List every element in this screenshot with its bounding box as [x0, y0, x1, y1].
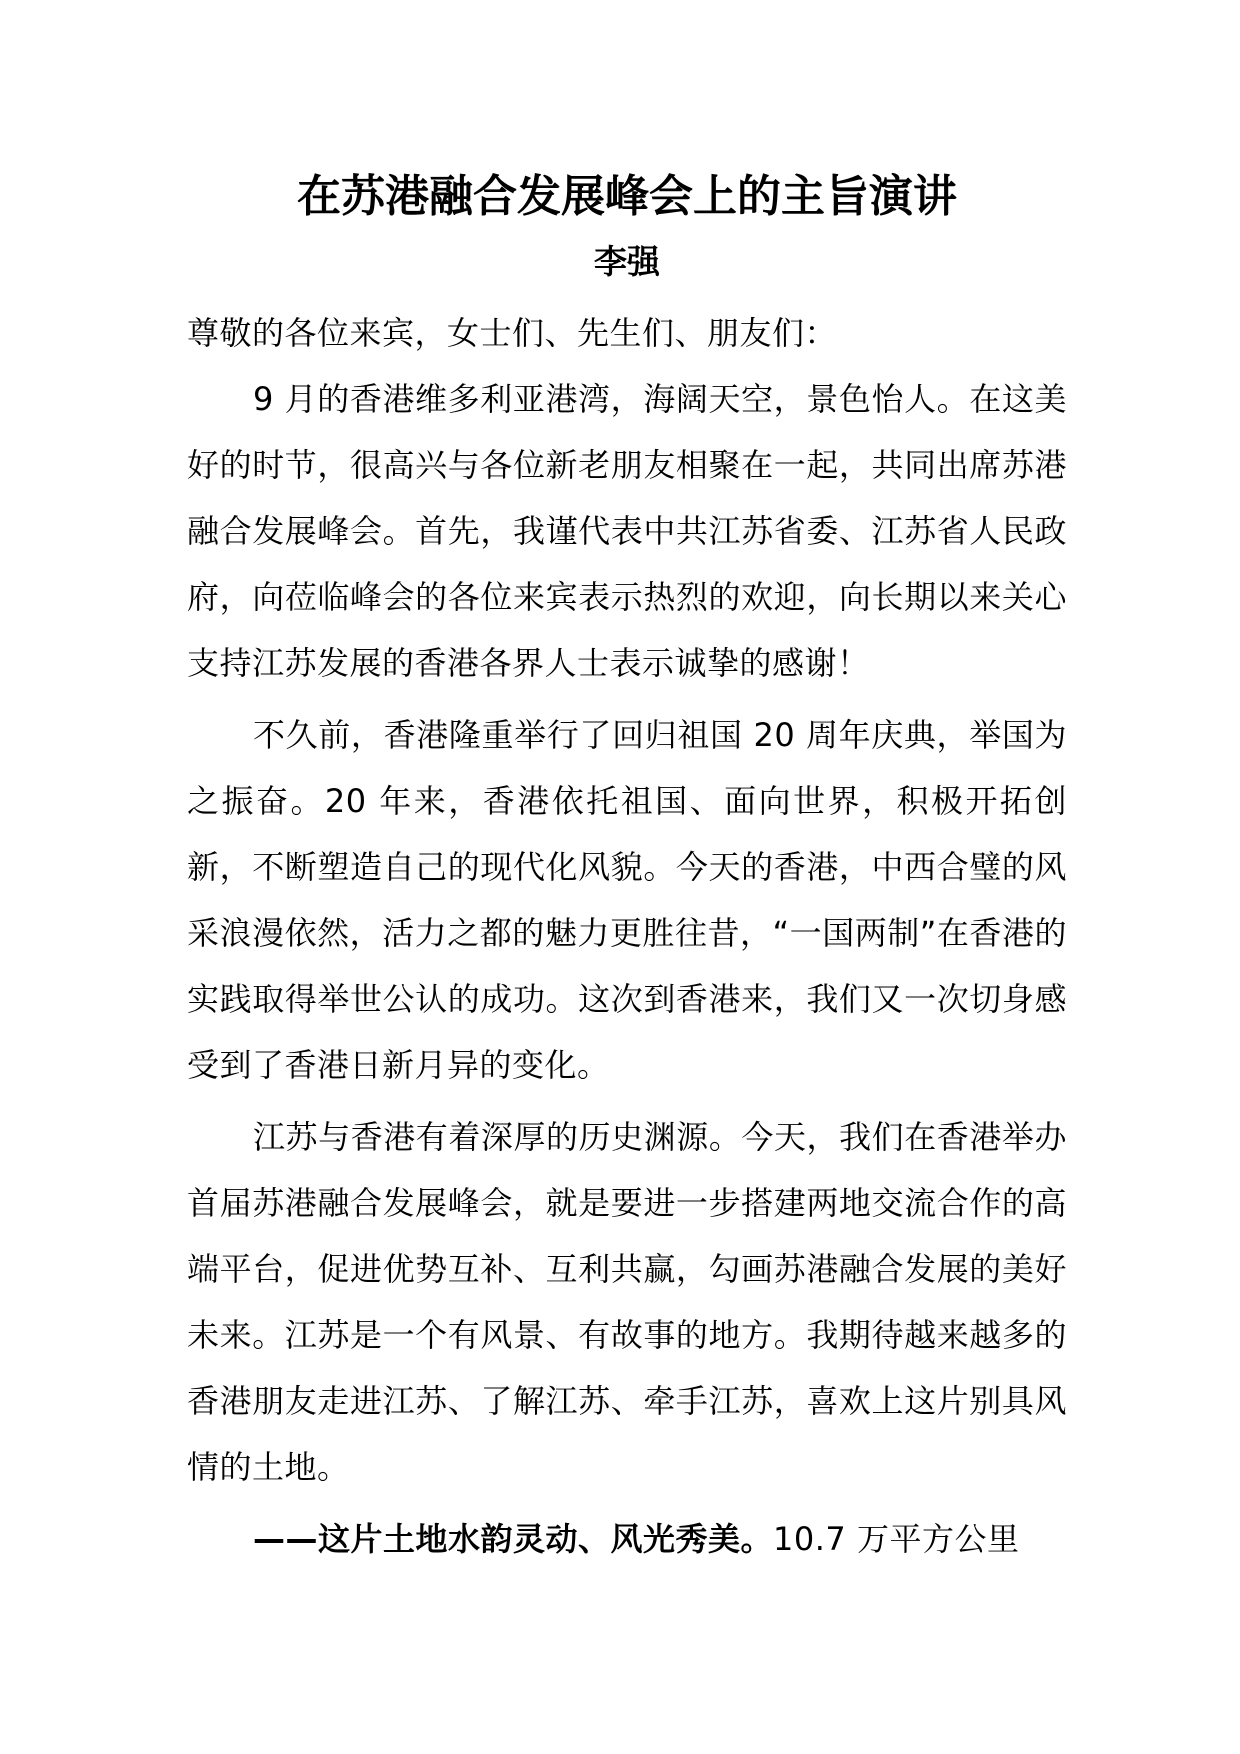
- document-page: [187, 160, 1067, 1572]
- paragraph-1: 9 月的香港维多利亚港湾，海阔天空，景色怡人。在这美好的时节，很高兴与各位新老朋友相聚在一起，共同出席苏港融合发展峰会。首先，我谨代表中共江苏省委、江苏省人民政府，向莅临峰会的各位来宾表示热烈的欢迎，向长期以来关心支持江苏发展的香港各界人士表示诚挚的感谢！: [187, 380, 1067, 682]
- paragraph-2: 不久前，香港隆重举行了回归祖国 20 周年庆典，举国为之振奋。20 年来，香港依托祖国、面向世界，积极开拓创新，不断塑造自己的现代化风貌。今天的香港，中西合璧的风采浪漫依然，活力之都的魅力更胜往昔，“一国两制”在香港的实践取得举世公认的成功。这次到香港来，我们又一次切身感受到了香港日新月异的变化。: [187, 716, 1067, 1084]
- paragraph-4: [187, 1506, 1067, 1572]
- paragraph-4-text: 10.7 万平方公里: [773, 1520, 1020, 1558]
- document-title: 在苏港融合发展峰会上的主旨演讲: [297, 171, 957, 222]
- paragraph-4-bold-lead: ——这片土地水韵灵动、风光秀美。: [253, 1520, 774, 1558]
- salutation: 尊敬的各位来宾，女士们、先生们、朋友们：: [187, 314, 838, 352]
- document-author: 李强: [594, 242, 660, 281]
- paragraph-3: 江苏与香港有着深厚的历史渊源。今天，我们在香港举办首届苏港融合发展峰会，就是要进一步搭建两地交流合作的高端平台，促进优势互补、互利共赢，勾画苏港融合发展的美好未来。江苏是一个有风景、有故事的地方。我期待越来越多的香港朋友走进江苏、了解江苏、牵手江苏，喜欢上这片别具风情的土地。: [187, 1118, 1067, 1486]
